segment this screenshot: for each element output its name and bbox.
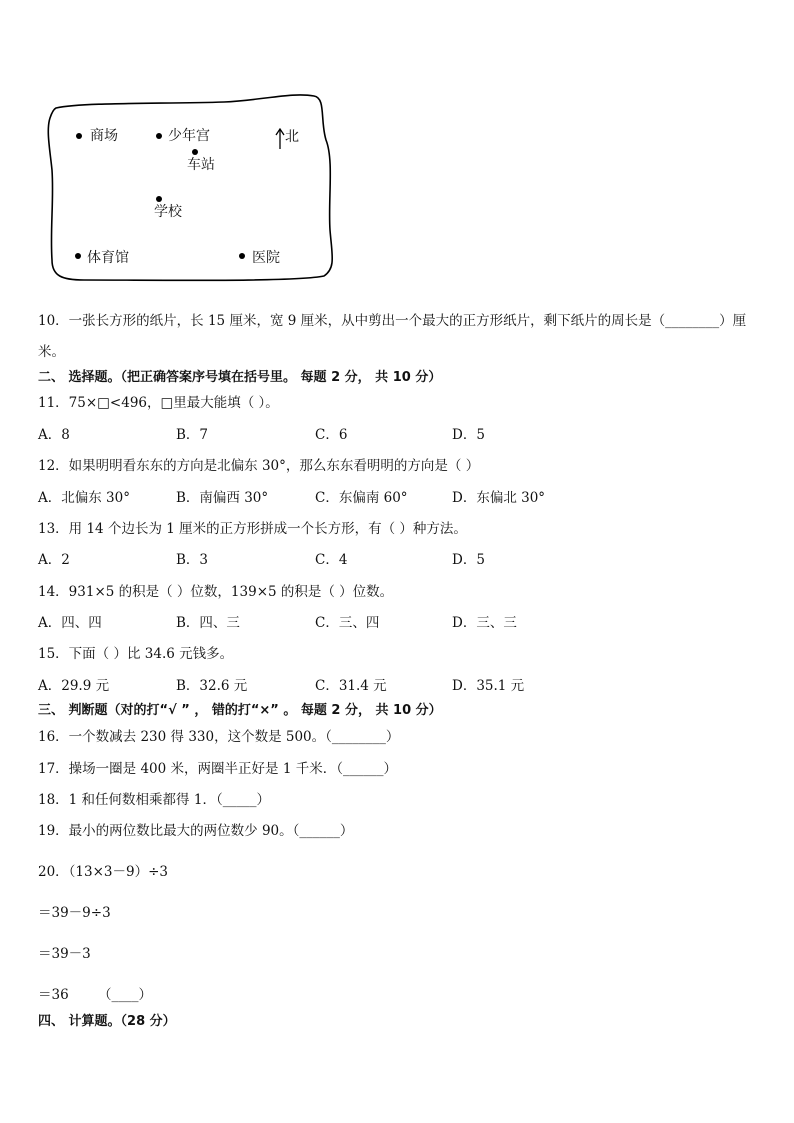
question-13: 13．用 14 个边长为 1 厘米的正方形拼成一个长方形，有（ ）种方法。 xyxy=(38,521,467,537)
map-label-youth-palace: 少年宫 xyxy=(168,128,210,144)
question-20-step4: ＝36 xyxy=(38,987,69,1003)
q15-option-b: B．32.6 元 xyxy=(176,678,248,694)
hospital-dot xyxy=(239,253,245,259)
q15-option-c: C．31.4 元 xyxy=(315,678,387,694)
map-label-hospital: 医院 xyxy=(252,250,280,266)
q14-option-a: A．四、四 xyxy=(38,615,102,631)
question-20-step2: ＝39－9÷3 xyxy=(38,905,111,921)
question-11: 11．75×□<496，□里最大能填（ ）。 xyxy=(38,395,279,411)
map-label-school: 学校 xyxy=(154,204,182,220)
map-label-station: 车站 xyxy=(187,157,215,173)
q14-option-d: D．三、三 xyxy=(452,615,517,631)
q12-option-c: C．东偏南 60° xyxy=(315,490,408,506)
north-arrow-icon xyxy=(275,128,285,150)
q13-option-a: A．2 xyxy=(38,552,70,568)
map-label-north: 北 xyxy=(285,129,299,145)
section-4-heading: 四、 计算题。（28 分） xyxy=(38,1014,176,1029)
q12-option-d: D．东偏北 30° xyxy=(452,490,546,506)
q11-option-b: B．7 xyxy=(176,427,209,443)
question-14: 14．931×5 的积是（ ）位数，139×5 的积是（ ）位数。 xyxy=(38,584,394,600)
question-10-line1: 10．一张长方形的纸片，长 15 厘米，宽 9 厘米，从中剪出一个最大的正方形纸片，剩下纸片的周长是（________）厘 xyxy=(38,313,747,329)
gym-dot xyxy=(75,253,81,259)
map-label-gym: 体育馆 xyxy=(87,250,129,266)
q12-option-b: B．南偏西 30° xyxy=(176,490,269,506)
question-18: 18．1 和任何数相乘都得 1．（_____） xyxy=(38,792,270,808)
question-20-step3: ＝39－3 xyxy=(38,946,91,962)
q15-option-d: D．35.1 元 xyxy=(452,678,525,694)
map-label-mall: 商场 xyxy=(90,128,118,144)
question-20-blank: （____） xyxy=(98,987,152,1003)
question-15: 15．下面（ ）比 34.6 元钱多。 xyxy=(38,646,234,662)
question-19: 19．最小的两位数比最大的两位数少 90。（______） xyxy=(38,823,354,839)
q15-option-a: A．29.9 元 xyxy=(38,678,110,694)
q11-option-a: A．8 xyxy=(38,427,70,443)
question-17: 17．操场一圈是 400 米，两圈半正好是 1 千米．（______） xyxy=(38,761,397,777)
q12-option-a: A．北偏东 30° xyxy=(38,490,130,506)
question-10-line2: 米。 xyxy=(38,344,65,360)
q11-option-c: C．6 xyxy=(315,427,348,443)
question-20-step1: 20．（13×3－9）÷3 xyxy=(38,864,168,880)
section-2-heading: 二、 选择题。（把正确答案序号填在括号里。 每题 2 分， 共 10 分） xyxy=(38,370,442,385)
school-dot xyxy=(156,196,162,202)
question-16: 16．一个数减去 230 得 330，这个数是 500。（________） xyxy=(38,729,400,745)
q13-option-b: B．3 xyxy=(176,552,209,568)
q13-option-d: D．5 xyxy=(452,552,485,568)
q13-option-c: C．4 xyxy=(315,552,348,568)
q14-option-c: C．三、四 xyxy=(315,615,380,631)
q11-option-d: D．5 xyxy=(452,427,485,443)
map-figure xyxy=(44,90,336,286)
station-dot xyxy=(192,149,198,155)
section-3-heading: 三、 判断题（对的打“√ ” ， 错的打“×” 。 每题 2 分， 共 10 分） xyxy=(38,703,442,718)
mall-dot xyxy=(76,133,82,139)
q14-option-b: B．四、三 xyxy=(176,615,240,631)
youth-palace-dot xyxy=(156,133,162,139)
question-12: 12．如果明明看东东的方向是北偏东 30°，那么东东看明明的方向是（ ） xyxy=(38,458,480,474)
